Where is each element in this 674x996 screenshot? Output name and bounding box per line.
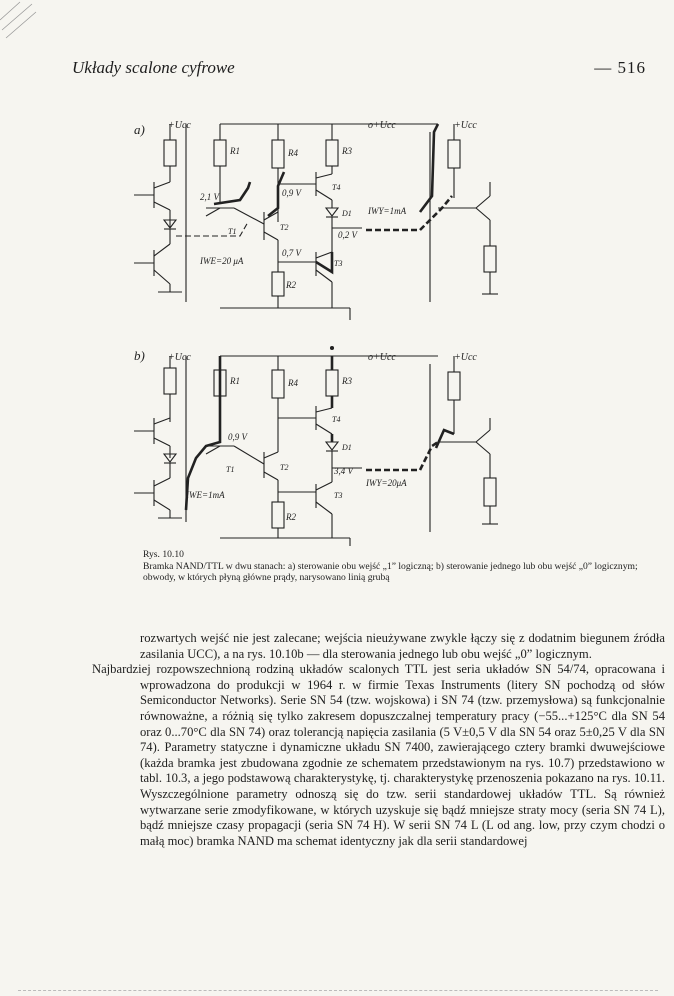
body-text (92, 631, 665, 849)
transistor-t1-label-a: T1 (228, 227, 237, 236)
transistor-t2-label-a: T2 (280, 223, 289, 232)
current-path-a4 (420, 124, 438, 212)
voltage-label-a-2: 0,9 V (282, 188, 301, 198)
bottom-scan-edge (18, 990, 658, 991)
current-label-iwe-b: IWE=1mA (186, 490, 225, 500)
circuit-diagram-b (120, 338, 520, 548)
resistor-r4-label-b: R4 (288, 378, 298, 388)
current-path-b1 (186, 356, 220, 510)
paragraph-continuation: rozwartych wejść nie jest zalecane; wejścia nieużywane zwykle łączy się z dodatnim biegunem źródła zasilania UCC), a na rys. 10.10b — dla sterowania jednego lub obu wejść „0” logicznym. (140, 631, 665, 661)
resistor-r1-label-a: R1 (230, 146, 240, 156)
current-label-iwy-a: IWY=1mA (368, 206, 407, 216)
current-path-b4 (436, 430, 454, 448)
nand-gate-b (206, 347, 438, 547)
corner-scan-marks (0, 0, 40, 40)
resistor-r1-label-b: R1 (230, 376, 240, 386)
resistor-r3-label-b: R3 (342, 376, 352, 386)
transistor-t1-label-b: T1 (226, 465, 235, 474)
current-label-iwy-b: IWY=20μA (366, 478, 407, 488)
paragraph-sn-series: Najbardziej rozpowszechnioną rodziną układów scalonych TTL jest seria układów SN 54/74, opracowana i wprowadzona do produkcji w 1964 r. w firmie Texas Instruments (litery SN pochodzą od słów Semiconductor Networks). Serie SN 54 (tzw. wojskowa) i SN 74 (tzw. przemysłowa) są funkcjonalnie równoważne, a różnią się tylko zakresem dopuszczalnej temperatury pracy (−55...+125°C dla SN 54 oraz 0...70°C dla SN 74) oraz tolerancją napięcia zasilania (5 V±0,5 V dla SN 54 oraz 5±0,25 V dla SN 74). Parametry statyczne i dynamiczne układu SN 7400, zawierającego cztery bramki dwuwejściowe (każda bramka jest zbudowana zgodnie ze schematem przedstawionym na rys. 10.7) przedstawiono w tabl. 10.3, a jego podstawową charakterystykę, tj. charakterystykę przenoszenia pokazano na rys. 10.11. Wyszczególnione parametry odnoszą się do tzw. serii standardowej układów TTL. Są również wytwarzane serie zmodyfikowane, w których uzyskuje się bądź mniejsze straty mocy (seria SN 74 L), bądź mniejsze czasy propagacji (seria SN 74 H). W serii SN 74 L (L od ang. low, przy czym chodzi o małą moc) bramka NAND ma schemat identyczny jak dla serii standardowej (92, 662, 665, 848)
vcc-label-b-right: +Ucc (454, 352, 477, 363)
circuit-diagram-a (120, 112, 520, 322)
vcc-label-a-right: +Ucc (454, 120, 477, 131)
transistor-t3-label-b: T3 (334, 491, 343, 500)
transistor-t2-label-b: T2 (280, 463, 289, 472)
voltage-label-a-3: 0,2 V (338, 230, 357, 240)
current-path-a1 (214, 182, 250, 204)
resistor-r4-label-a: R4 (288, 148, 298, 158)
panel-label-b: b) (134, 348, 145, 363)
transistor-t4-label-b: T4 (332, 415, 341, 424)
voltage-label-b-2: 3,4 V (334, 466, 353, 476)
page-number: — 516 (594, 58, 646, 77)
vcc-label-b-left: +Ucc (168, 352, 191, 363)
caption-text: Bramka NAND/TTL w dwu stanach: a) sterowanie obu wejść „1” logiczną; b) sterowanie jednego lub obu wejść „0” logicznym; obwody, w których płyną główne prądy, narysowano linią grubą (143, 560, 638, 584)
panel-label-a: a) (134, 122, 145, 137)
diode-d1-label-a: D1 (342, 209, 352, 218)
running-header-title: Układy scalone cyfrowe (72, 58, 235, 77)
diode-d1-label-b: D1 (342, 443, 352, 452)
nand-gate-a (206, 124, 438, 320)
current-label-iwe-a: IWE=20 μA (200, 256, 244, 266)
resistor-r2-label-b: R2 (286, 512, 296, 522)
voltage-label-a-1: 2,1 V (200, 192, 219, 202)
vcc-label-a-left: +Ucc (168, 120, 191, 131)
load-gate-a (430, 124, 498, 302)
resistor-r3-label-a: R3 (342, 146, 352, 156)
current-path-a6 (176, 222, 248, 236)
driver-gate-b (134, 356, 186, 522)
transistor-t4-label-a: T4 (332, 183, 341, 192)
voltage-label-b-1: 0,9 V (228, 432, 247, 442)
vcc-label-b-main: o+Ucc (368, 352, 396, 363)
figure-caption (143, 549, 666, 584)
resistor-r2-label-a: R2 (286, 280, 296, 290)
load-gate-b (430, 356, 498, 532)
caption-label: Rys. 10.10 (143, 549, 184, 560)
transistor-t3-label-a: T3 (334, 259, 343, 268)
vcc-label-a-main: o+Ucc (368, 120, 396, 131)
driver-gate-a (134, 124, 186, 302)
voltage-label-a-4: 0,7 V (282, 248, 301, 258)
current-path-b3 (366, 442, 438, 470)
